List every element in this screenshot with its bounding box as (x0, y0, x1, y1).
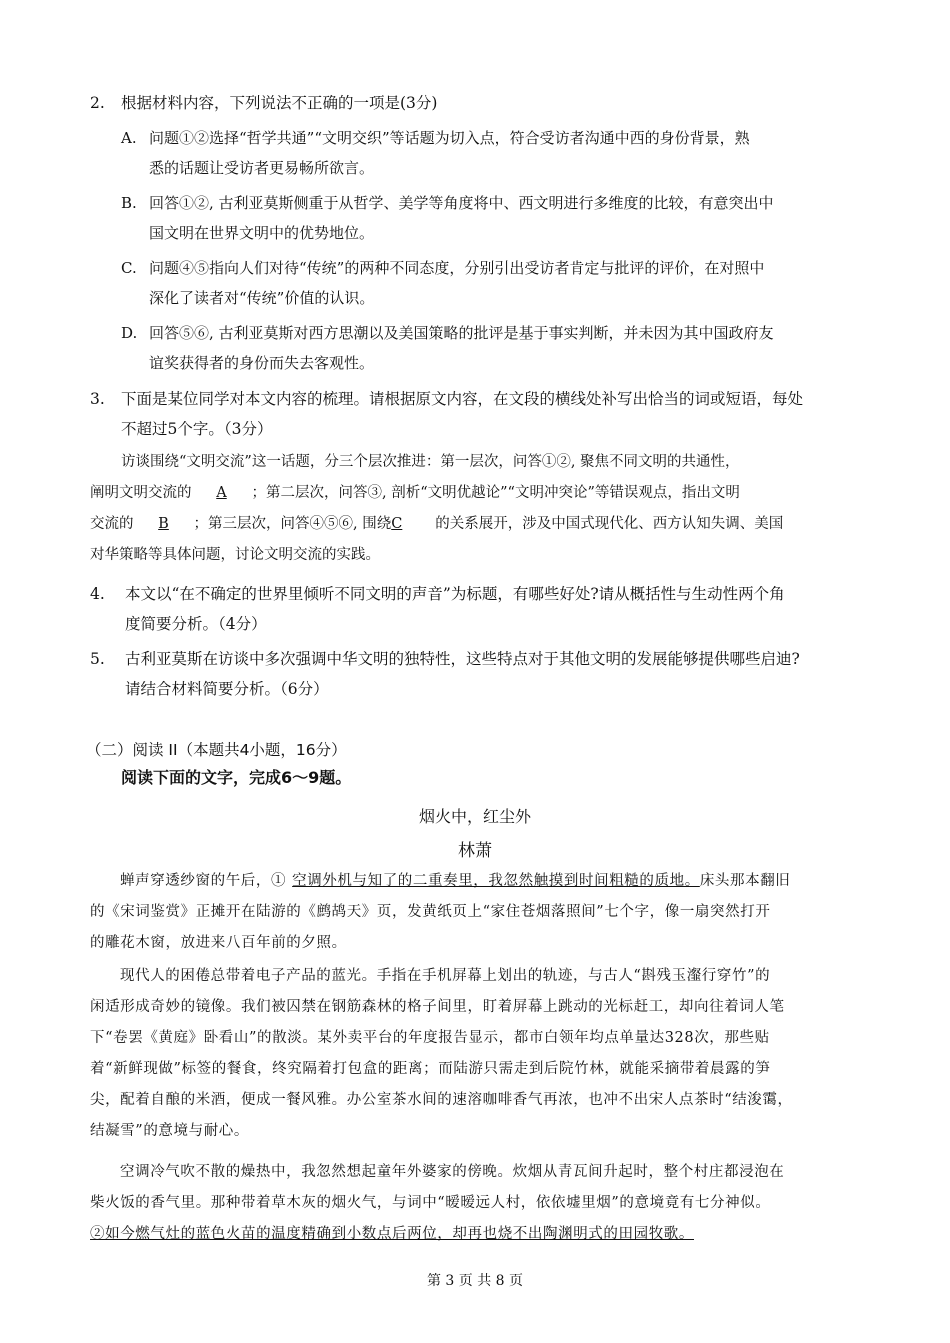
option-text: 悉的话题让受访者更易畅所欲言。 (149, 159, 375, 177)
question-stem (125, 579, 865, 639)
option-text: 国文明在世界文明中的优势地位。 (149, 224, 375, 242)
paragraph-line: 的雕花木窗，放进来八百年前的夕照。 (90, 935, 347, 951)
option-text: 回答①②, 古利亚莫斯侧重于从哲学、美学等角度将中、西文明进行多维度的比较，有意突出中 (149, 194, 774, 212)
paragraph-line: 柴火饭的香气里。那种带着草木灰的烟火气，与词中“暧暧远人村，依依墟里烟”的意境竟有七分神似。 (90, 1195, 771, 1211)
article-paragraph (90, 961, 860, 1147)
question-stem-line: 度简要分析。（4分） (125, 615, 267, 633)
question-stem-line: 本文以“在不确定的世界里倾听不同文明的声音”为标题，有哪些好处?请从概括性与生动性两个角 (125, 585, 785, 603)
question-number: 4. (90, 585, 105, 603)
question-number: 2. (90, 94, 105, 112)
paragraph-line: 下“卷罢《黄庭》卧看山”的散淡。某外卖平台的年度报告显示，都市白领年均点单量达328次，那些贴 (90, 1030, 770, 1046)
blank-label: C (391, 516, 403, 532)
option-text: 深化了读者对“传统”价值的认识。 (149, 289, 375, 307)
paragraph-line: 尖，配着自酿的米酒，便成一餐风雅。办公室茶水间的速溶咖啡香气再浓，也冲不出宋人点茶时“结浚霭， (90, 1092, 793, 1108)
option-c (121, 253, 861, 313)
paragraph-text: 床头那本翻旧 (699, 873, 791, 889)
section-heading: （二）阅读 II（本题共4小题，16分） (86, 741, 347, 759)
fill-line: 访谈围绕“文明交流”这一话题，分三个层次推进：第一层次，问答①②, 聚焦不同文明的共通性， (121, 454, 740, 470)
fill-in-passage (90, 447, 861, 571)
option-text: 谊奖获得者的身份而失去客观性。 (149, 354, 375, 372)
question-stem (125, 644, 865, 704)
fill-text: ；第二层次，问答③, 剖析“文明优越论”“文明冲突论”等错误观点，指出文明 (251, 485, 740, 501)
blank-label: B (158, 516, 169, 532)
blank-a[interactable] (192, 478, 252, 509)
option-a (121, 123, 861, 183)
section-instruction: 阅读下面的文字，完成6～9题。 (121, 768, 352, 787)
paragraph-line (90, 866, 860, 897)
article-title: 烟火中，红尘外 (418, 807, 531, 826)
question-number: 5. (90, 650, 105, 668)
paragraph-line: 现代人的困倦总带着电子产品的蓝光。手指在手机屏幕上划出的轨迹，与古人“斟残玉瀣行穿竹”的 (120, 968, 771, 984)
option-label: C. (121, 259, 137, 277)
option-text: 问题①②选择“哲学共通”“文明交织”等话题为切入点，符合受访者沟通中西的身份背景，熟 (149, 129, 750, 147)
blank-label: A (216, 485, 227, 501)
fill-text: 阐明文明交流的 (90, 485, 192, 501)
underlined-sentence-2: ②如今燃气灶的蓝色火苗的温度精确到小数点后两位，却再也烧不出陶渊明式的田园牧歌。 (90, 1226, 694, 1242)
option-d (121, 318, 861, 378)
fill-text: 交流的 (90, 516, 134, 532)
question-stem-line: 请结合材料简要分析。（6分） (125, 680, 329, 698)
article-paragraph (90, 866, 860, 959)
option-label: A. (121, 129, 137, 147)
paragraph-line: 闲适形成奇妙的镜像。我们被囚禁在钢筋森林的格子间里，盯着屏幕上跳动的光标赶工，却向往着词人笔 (90, 999, 785, 1015)
question-stem-line: 古利亚莫斯在访谈中多次强调中华文明的独特性，这些特点对于其他文明的发展能够提供哪些启迪? (125, 650, 800, 668)
fill-line (90, 478, 861, 509)
option-b (121, 188, 861, 248)
article-paragraph (90, 1157, 860, 1250)
question-stem (121, 384, 861, 444)
fill-line: 对华策略等具体问题，讨论文明交流的实践。 (90, 547, 380, 563)
fill-text: 的关系展开，涉及中国式现代化、西方认知失调、美国 (435, 516, 784, 532)
option-label: B. (121, 194, 137, 212)
underlined-sentence-1: 空调外机与知了的二重奏里，我忽然触摸到时间粗糙的质地。 (292, 873, 700, 889)
question-stem-line: 不超过5个字。（3分） (121, 420, 273, 438)
article-author: 林萧 (458, 841, 492, 861)
option-text: 回答⑤⑥, 古利亚莫斯对西方思潮以及美国策略的批评是基于事实判断，并未因为其中国政府友 (149, 324, 774, 342)
paragraph-line: 的《宋词鉴赏》正摊开在陆游的《鹧鸪天》页，发黄纸页上“家住苍烟落照间”七个字，像一扇突然打开 (90, 904, 771, 920)
paragraph-line: 着“新鲜现做”标签的餐食，终究隔着打包盒的距离；而陆游只需走到后院竹林，就能采摘带着晨露的笋 (90, 1061, 771, 1077)
option-text: 问题④⑤指向人们对待“传统”的两种不同态度，分别引出受访者肯定与批评的评价，在对照中 (149, 259, 765, 277)
blank-c[interactable] (391, 509, 435, 540)
fill-text: ；第三层次，问答④⑤⑥, 围绕 (193, 516, 392, 532)
question-stem: 根据材料内容，下列说法不正确的一项是(3分) (121, 94, 438, 112)
paragraph-line: 结凝雪”的意境与耐心。 (90, 1123, 250, 1139)
question-number: 3. (90, 390, 105, 408)
question-stem-line: 下面是某位同学对本文内容的梳理。请根据原文内容，在文段的横线处补写出恰当的词或短语，每处 (121, 390, 804, 408)
option-label: D. (121, 324, 138, 342)
paragraph-text: 蝉声穿透纱窗的午后，① (120, 873, 287, 889)
paragraph-line: 空调冷气吹不散的燥热中，我忽然想起童年外婆家的傍晚。炊烟从青瓦间升起时，整个村庄都浸泡在 (120, 1164, 785, 1180)
blank-b[interactable] (134, 509, 194, 540)
fill-line (90, 509, 861, 540)
page-footer: 第 3 页 共 8 页 (426, 1273, 524, 1289)
